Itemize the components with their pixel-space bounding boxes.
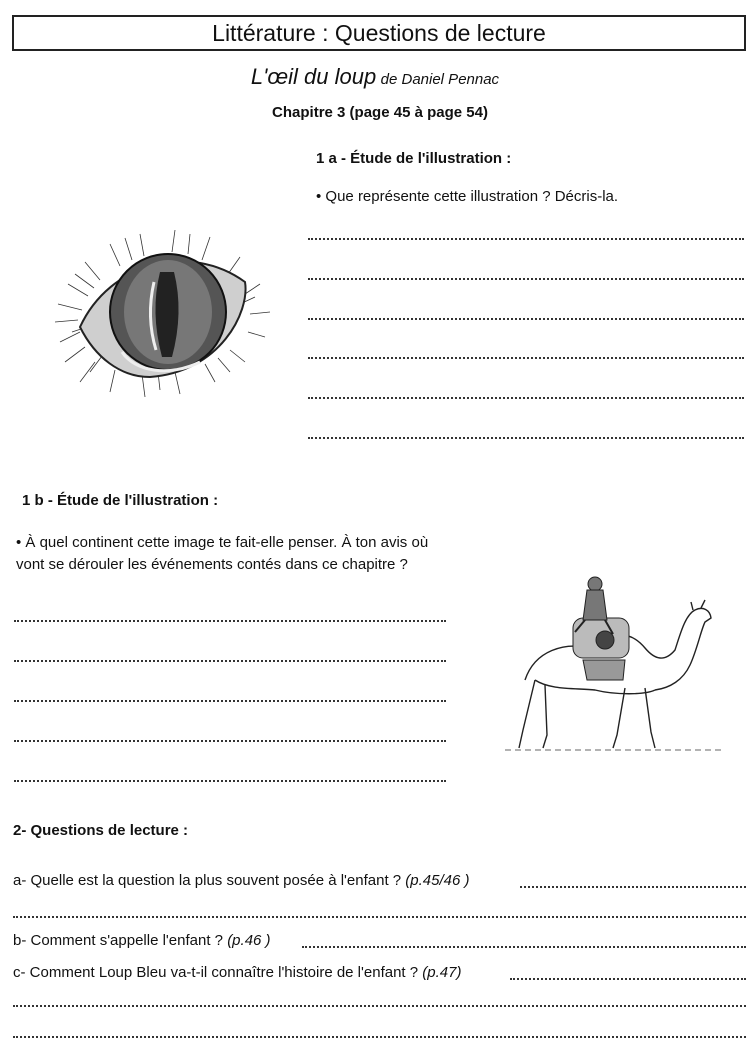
page-title: Littérature : Questions de lecture <box>12 15 746 51</box>
answer-line-1b-1[interactable] <box>14 620 446 622</box>
answer-line-1a-3[interactable] <box>308 318 744 320</box>
question-a-text: a- Quelle est la question la plus souvent posée à l'enfant ? <box>13 872 402 889</box>
answer-line-1b-3[interactable] <box>14 700 446 702</box>
answer-line-1b-2[interactable] <box>14 660 446 662</box>
answer-line-1a-1[interactable] <box>308 238 744 240</box>
section-1b-question: • À quel continent cette image te fait-elle penser. À ton avis où vont se dérouler les événements contés dans ce chapitre ? <box>16 534 429 573</box>
answer-line-1b-5[interactable] <box>14 780 446 782</box>
section-1b-heading: 1 b - Étude de l'illustration : <box>22 492 219 509</box>
question-c-text: c- Comment Loup Bleu va-t-il connaître l'histoire de l'enfant ? <box>13 964 419 981</box>
wolf-eye-illustration <box>50 222 280 404</box>
book-title: L'œil du loup <box>250 64 377 89</box>
answer-line-1b-4[interactable] <box>14 740 446 742</box>
question-a-ref: (p.45/46 ) <box>405 872 470 889</box>
question-a <box>13 870 470 892</box>
answer-line-c-inline[interactable] <box>510 978 746 980</box>
question-b <box>13 930 271 952</box>
question-b-ref: (p.46 ) <box>227 932 271 949</box>
book-author: de Daniel Pennac <box>380 71 500 88</box>
section-1a-question: • Que représente cette illustration ? Décris-la. <box>316 188 619 205</box>
answer-line-c-3[interactable] <box>13 1036 746 1038</box>
chapter-range: Chapitre 3 (page 45 à page 54) <box>272 104 488 121</box>
answer-line-a-inline[interactable] <box>520 886 746 888</box>
book-line <box>0 64 750 90</box>
answer-line-1a-5[interactable] <box>308 397 744 399</box>
answer-line-1a-4[interactable] <box>308 357 744 359</box>
camel-rider-illustration <box>505 570 725 755</box>
answer-line-1a-2[interactable] <box>308 278 744 280</box>
question-b-text: b- Comment s'appelle l'enfant ? <box>13 932 224 949</box>
answer-line-c-2[interactable] <box>13 1005 746 1007</box>
section-1a-heading: 1 a - Étude de l'illustration : <box>316 150 512 167</box>
answer-line-a-2[interactable] <box>13 916 746 918</box>
answer-line-b-inline[interactable] <box>302 946 746 948</box>
answer-line-1a-6[interactable] <box>308 437 744 439</box>
section-2-heading: 2- Questions de lecture : <box>13 822 189 839</box>
question-c-ref: (p.47) <box>422 964 462 981</box>
question-c <box>13 962 461 984</box>
